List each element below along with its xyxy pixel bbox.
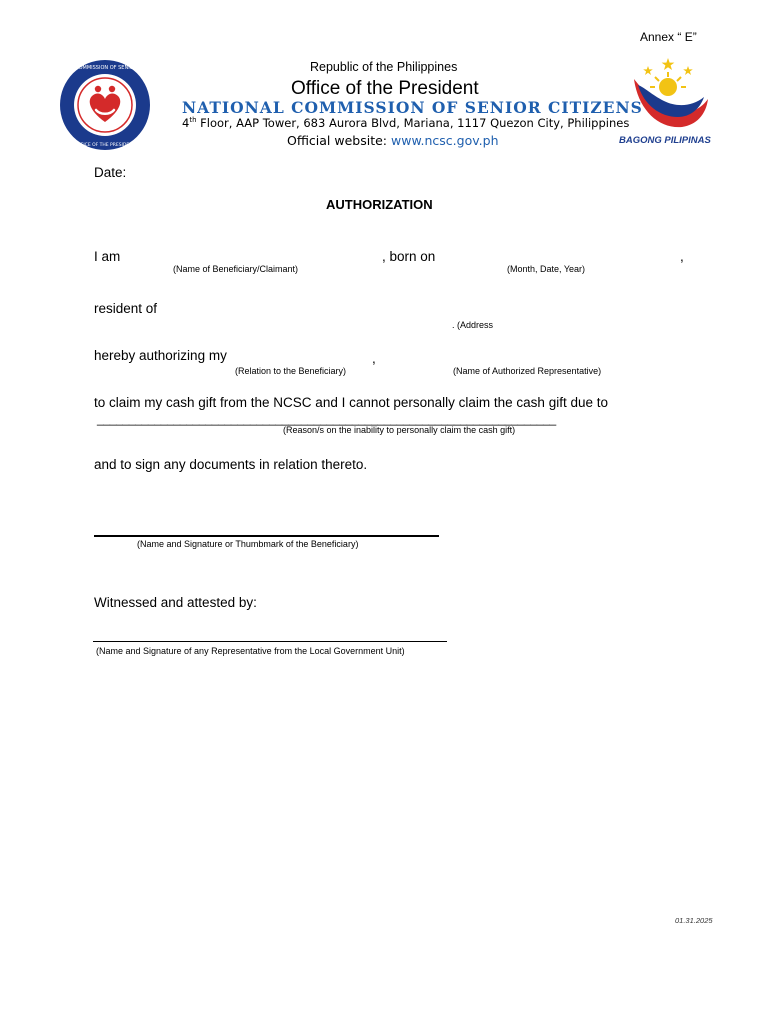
hint-relation: (Relation to the Beneficiary) — [235, 366, 347, 376]
bagong-pilipinas-label: BAGONG PILIPINAS — [619, 135, 711, 146]
annex-label: Annex “ E” — [640, 30, 697, 44]
sign-statement: and to sign any documents in relation thereto. — [94, 457, 368, 472]
hint-beneficiary-name: (Name of Beneficiary/Claimant) — [173, 264, 299, 274]
seal-bottom-text: OFFICE OF THE PRESIDENT — [74, 143, 136, 148]
seal-ring-text: NATIONAL COMMISSION OF SENIOR CITIZENS — [48, 65, 162, 71]
comma-separator-2: , — [372, 351, 376, 366]
claim-statement: to claim my cash gift from the NCSC and I cannot personally claim the cash gift due to — [94, 395, 608, 410]
hint-lgu-signature: (Name and Signature of any Representative from the Local Government Unit) — [96, 646, 405, 656]
hint-address: . (Address — [452, 320, 494, 330]
witness-label: Witnessed and attested by: — [94, 595, 257, 610]
hint-representative: (Name of Authorized Representative) — [453, 366, 602, 376]
republic-label: Republic of the Philippines — [310, 60, 458, 74]
born-on-label: , born on — [382, 249, 436, 264]
revision-date: 01.31.2025 — [675, 916, 713, 925]
office-title: Office of the President — [291, 78, 479, 99]
bagong-pilipinas-logo — [628, 57, 712, 135]
agency-name: NATIONAL COMMISSION OF SENIOR CITIZENS — [182, 98, 643, 117]
i-am-label: I am — [94, 249, 121, 264]
lgu-signature-line — [93, 641, 447, 642]
hint-reason: (Reason/s on the inability to personally claim the cash gift) — [283, 425, 516, 435]
form-title: AUTHORIZATION — [326, 197, 433, 212]
hint-birth-date: (Month, Date, Year) — [507, 264, 586, 274]
date-label: Date: — [94, 165, 127, 180]
ncsc-seal-logo — [48, 58, 162, 152]
agency-address: 4th Floor, AAP Tower, 683 Aurora Blvd, Mariana, 1117 Quezon City, Philippines — [182, 116, 630, 130]
website-link[interactable]: www.ncsc.gov.ph — [391, 133, 499, 148]
agency-website: Official website: www.ncsc.gov.ph — [287, 133, 499, 148]
comma-separator: , — [680, 249, 684, 264]
authorizing-label: hereby authorizing my — [94, 348, 227, 363]
hint-beneficiary-signature: (Name and Signature or Thumbmark of the Beneficiary) — [137, 539, 359, 549]
resident-of-label: resident of — [94, 301, 158, 316]
reason-underline: ________________________________________________________________________ — [97, 412, 556, 426]
beneficiary-signature-line — [94, 535, 439, 537]
